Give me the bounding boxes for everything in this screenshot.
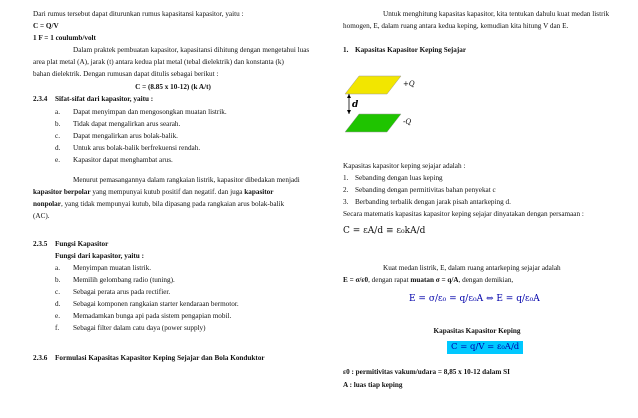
bold-term-nonpolar: nonpolar <box>33 200 61 208</box>
paragraph-1-line-3: bahan dielektrik. Dengan rumusan dapat ditulis sebagai berikut : <box>33 70 219 78</box>
section-number-236: 2.3.6 <box>33 354 48 362</box>
field-text-2: , dengan demikian, <box>458 276 514 284</box>
list-item-mark: c. <box>55 288 60 296</box>
subsection-number-1: 1. <box>343 46 349 54</box>
arrow-head-down-icon <box>347 110 351 114</box>
list-item-mark: d. <box>55 144 61 152</box>
formula-field: E = σ/ε₀ = q/ε₀A ⇔ E = q/ε₀A <box>409 294 540 304</box>
epsilon-definition: ε0 : permitivitas vakum/udara = 8,85 x 10-12 dalam SI <box>343 368 510 376</box>
bold-term-kapasitor: kapasitor <box>244 188 274 196</box>
field-line-2 <box>343 276 513 285</box>
plus-q-label: +Q <box>403 80 415 88</box>
formula-c2: C = (8.85 x 10-12) (k A/t) <box>135 83 211 91</box>
list-item-mark: 2. <box>343 186 349 194</box>
parallel-plate-diagram <box>343 72 463 152</box>
list-item-text: Menyimpan muatan listrik. <box>73 264 152 272</box>
formula-c: C = Q/V <box>33 22 59 30</box>
paragraph-1-line-2: area plat metal (A), jarak (t) antara kedua plat metal (tebal dielektrik) dan konstanta (k) <box>33 58 284 66</box>
formula-capacitance-1: C = εA/d ≡ ε₀kA/d <box>343 226 426 236</box>
subsection-title-1: Kapasitas Kapasitor Keping Sejajar <box>355 46 467 54</box>
section-title-236: Formulasi Kapasitas Kapasitor Keping Sejajar dan Bola Konduktor <box>55 354 265 362</box>
list-item-mark: b. <box>55 276 61 284</box>
list-item-mark: f. <box>55 324 60 332</box>
negative-plate <box>345 114 401 132</box>
section-title-234: Sifat-sifat dari kapasitor, yaitu : <box>55 95 154 103</box>
unit-definition: 1 F = 1 coulumb/volt <box>33 34 96 42</box>
paragraph-2-line-3 <box>33 200 284 209</box>
list-item-text: Kapasitor dapat menghambat arus. <box>73 156 173 164</box>
list-item-text: Sebagai perata arus pada rectifier. <box>73 288 171 296</box>
bold-term-polar: kapasitor berpolar <box>33 188 91 196</box>
list-item-mark: b. <box>55 120 61 128</box>
caption-capacitance: Kapasitas Kapasitor Keping <box>433 327 521 335</box>
paragraph-1-line-1: Dalam praktek pembuatan kapasitor, kapasitansi dihitung dengan mengetahui luas <box>73 46 310 54</box>
list-item-mark: d. <box>55 300 61 308</box>
paragraph-2-line-4: (AC). <box>33 212 50 220</box>
list-item-mark: a. <box>55 264 60 272</box>
list-item-text: Tidak dapat mengalirkan arus searah. <box>73 120 181 128</box>
list-item-text: Sebagai filter dalam catu daya (power supply) <box>73 324 206 332</box>
field-text-1: , dengan rapat <box>368 276 411 284</box>
paragraph-2-line-1: Menurut pemasangannya dalam rangkaian listrik, kapasitor dibedakan menjadi <box>73 176 300 184</box>
right-intro-line-1: Untuk menghitung kapasitas kapasitor, kita tentukan dahulu kuat medan listrik <box>383 10 610 18</box>
field-line-1: Kuat medan listrik, E, dalam ruang antarkeping sejajar adalah <box>383 264 561 272</box>
list-item-text: Sebagai komponen rangkaian starter kendaraan bermotor. <box>73 300 239 308</box>
distance-label: d <box>352 100 359 110</box>
list-item-text: Sebanding dengan luas keping <box>355 174 443 182</box>
positive-plate <box>345 76 401 94</box>
list-item-text: Dapat mengalirkan arus bolak-balik. <box>73 132 178 140</box>
list-item-text: Memadamkan bunga api pada sistem pengapian mobil. <box>73 312 232 320</box>
list-item-mark: 3. <box>343 198 349 206</box>
intro-text: Dari rumus tersebut dapat diturunkan rumus kapasitansi kapasitor, yaitu : <box>33 10 244 18</box>
section-number-234: 2.3.4 <box>33 95 48 103</box>
math-intro: Secara matematis kapasitas kapasitor keping sejajar dinyatakan dengan persamaan : <box>343 210 584 218</box>
section-title-235: Fungsi Kapasitor <box>55 240 109 248</box>
list-item-mark: e. <box>55 312 60 320</box>
list-item-text: Memilih gelombang radio (tuning). <box>73 276 175 284</box>
area-definition: A : luas tiap keping <box>343 381 403 389</box>
paragraph-2-line-2 <box>33 188 273 197</box>
list-item-mark: e. <box>55 156 60 164</box>
charge-density-formula: muatan σ = q/A <box>410 276 459 284</box>
list-item-mark: c. <box>55 132 60 140</box>
formula-capacitance-highlight <box>447 341 523 354</box>
section-subtitle-235: Fungsi dari kapasitor, yaitu : <box>55 252 144 260</box>
list-item-text: Dapat menyimpan dan mengosongkan muatan listrik. <box>73 108 227 116</box>
list-item-mark: a. <box>55 108 60 116</box>
formula-capacitance-2: C = q/V = ε₀A/d <box>451 342 520 352</box>
list-item-mark: 1. <box>343 174 349 182</box>
right-intro-line-2: homogen, E, dalam ruang antara kedua keping, kemudian kita hitung V dan E. <box>343 22 569 30</box>
list-item-text: Sebanding dengan permitivitas bahan penyekat c <box>355 186 496 194</box>
list-item-text: Berbanding terbalik dengan jarak pisah antarkeping d. <box>355 198 511 206</box>
list-item-text: Untuk arus bolak-balik berfrekuensi rendah. <box>73 144 201 152</box>
section-number-235: 2.3.5 <box>33 240 48 248</box>
paragraph-2-text: yang mempunyai kutub positif dan negatif. dan juga <box>90 188 245 196</box>
arrow-head-up-icon <box>347 94 351 98</box>
paragraph-2-text-2: , yang tidak mempunyai kutub, bila dipasang pada rangkaian arus bolak-balik <box>60 200 285 208</box>
list-intro: Kapasitas kapasitor keping sejajar adalah : <box>343 162 466 170</box>
e-formula: E = σ/ε0 <box>343 276 369 284</box>
minus-q-label: -Q <box>403 118 412 126</box>
